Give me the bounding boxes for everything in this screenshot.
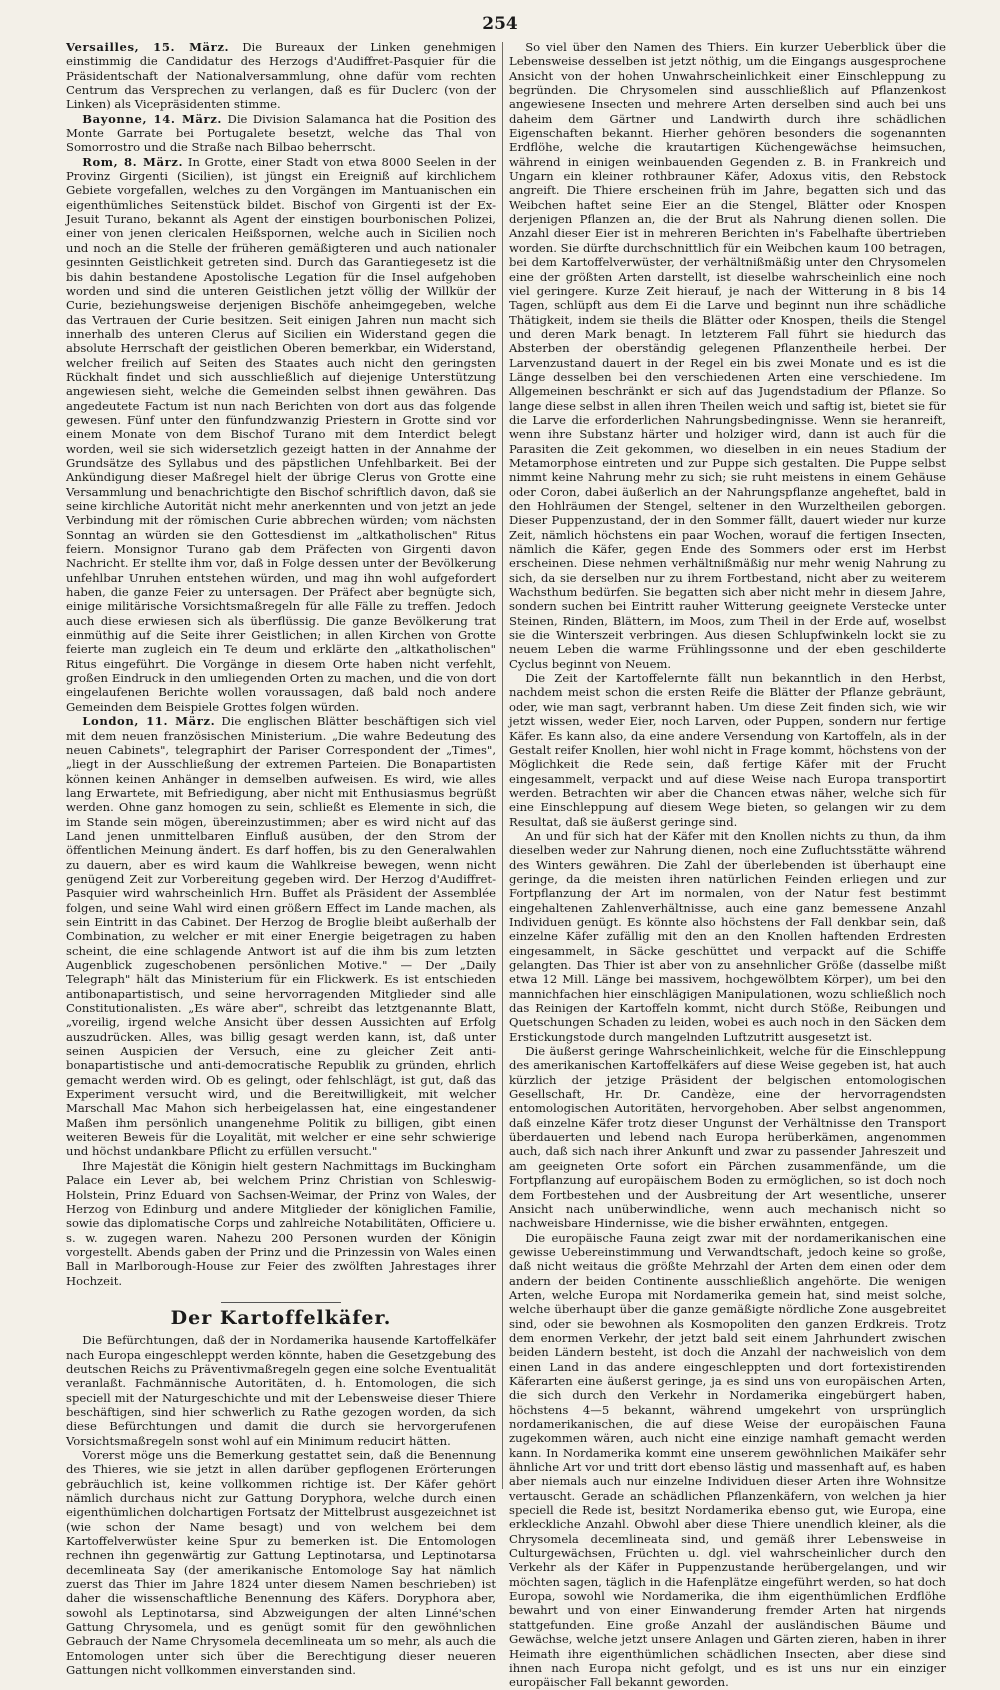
feature-paragraph: Die Befürchtungen, daß der in Nordamerika hausende Kartoffelkäfer nach Europa eingeschleppt werden könnte, haben die Gesetzgebung des deutschen Reichs zu Präventivmaßregeln gegen eine solche Eventualität veranlaßt. Fachmännische Autoritäten, d. h. Entomologen, die sich speciell mit der Naturgeschichte und mit der Lebensweise dieser Thiere beschäftigen, sind hier schwerlich zu Rathe gezogen worden, da sich diese Befürchtungen und damit die durch sie hervorgerufenen Vorsichtsmaßregeln sonst wohl auf ein Minimum reducirt hätten. xyxy=(66,1333,496,1448)
column-divider xyxy=(502,42,503,1489)
dateline-rom: Rom, 8. März. xyxy=(82,154,184,169)
feature-paragraph: Die äußerst geringe Wahrscheinlichkeit, welche für die Einschleppung des amerikanischen Kartoffelkäfers auf diese Weise gegeben ist, hat auch kürzlich der jetzige Präsident der belgischen entomologischen Gesellschaft, Hr. Dr. Candèze, eine der hervorragendsten entomologischen Autoritäten, hervorgehoben. Aber selbst angenommen, daß einzelne Käfer trotz dieser Ungunst der Verhältnisse den Transport überdauerten und lebend nach Europa herüberkämen, angenommen auch, daß sich nach ihrer Ankunft und zwar zu passender Jahreszeit und am geeigneten Orte sofort ein Pärchen zusammenfände, um die Fortpflanzung auf europäischem Boden zu ermöglichen, so ist doch noch dem Fortbestehen und der Ausbreitung der Art wesentliche, unserer Ansicht nach unüberwindliche, wenn auch mechanisch nicht so nachweisbare Hindernisse, wie die bisher erwähnten, entgegen. xyxy=(509,1044,946,1231)
article-versailles xyxy=(66,40,496,112)
feature-paragraph: So viel über den Namen des Thiers. Ein kurzer Ueberblick über die Lebensweise desselben ist jetzt nöthig, um die Eingangs ausgesprochene Ansicht von der hohen Unwahrscheinlichkeit einer Einschleppung zu begründen. Die Chrysomelen sind ausschließlich auf Pflanzenkost angewiesene Insecten und mehrere Arten derselben sind auch bei uns daheim dem Gärtner und Landwirth durch ihre schädlichen Eigenschaften bekannt. Hierher gehören besonders die sogenannten Erdflöhe, welche die krautartigen Küchengewächse heimsuchen, während in einigen weinbauenden Gegenden z. B. in Frankreich und Ungarn ein kleiner rothbrauner Käfer, Adoxus vitis, den Rebstock angreift. Die Thiere erscheinen früh im Jahre, begatten sich und das Weibchen haftet seine Eier an die Stengel, Blätter oder Knospen derjenigen Pflanzen an, die der Brut als Nahrung dienen sollen. Die Anzahl dieser Eier ist in mehreren Berichten in's Fabelhafte übertrieben worden. Sie dürfte durchschnittlich für ein Weibchen kaum 100 betragen, bei dem Kartoffelverwüster, der verhältnißmäßig unter den Chrysomelen eine der größten Arten darstellt, ist dieselbe wahrscheinlich eine noch viel geringere. Kurze Zeit hierauf, je nach der Witterung in 8 bis 14 Tagen, schlüpft aus dem Ei die Larve und beginnt nun ihre schädliche Thätigkeit, indem sie theils die Blätter oder Knospen, theils die Stengel und deren Mark benagt. In letzterem Fall führt sie hiedurch das Absterben der oberständig gelegenen Pflanzentheile herbei. Der Larvenzustand dauert in der Regel ein bis zwei Monate und es ist die Länge desselben bei den verschiedenen Arten eine verschiedene. Im Allgemeinen beschränkt er sich auf das Jugendstadium der Pflanze. So lange diese selbst in allen ihren Theilen weich und saftig ist, bietet sie für die Larve die erforderlichen Nahrungsbedingnisse. Wenn sie heranreift, wenn ihre Substanz härter und holziger wird, dann ist auch für die Parasiten die Zeit gekommen, wo dieselben in ein neues Stadium der Metamorphose eintreten und zur Puppe sich gestalten. Die Puppe selbst nimmt keine Nahrung mehr zu sich; sie ruht meistens in einem Gehäuse oder Coron, dabei äußerlich an der Nahrungspflanze angeheftet, bald in den Hohlräumen der Stengel, seltener in den Wurzeltheilen geborgen. Dieser Puppenzustand, der in den Sommer fällt, dauert wieder nur kurze Zeit, nämlich höchstens ein paar Wochen, worauf die fertigen Insecten, nämlich die Käfer, gegen Ende des Sommers oder erst im Herbst erscheinen. Diese nehmen verhältnißmäßig nur mehr wenig Nahrung zu sich, da sie derselben nur zu ihrem Fortbestand, nicht aber zu weiterem Wachsthum bedürfen. Sie begatten sich aber nicht mehr in diesem Jahre, sondern suchen bei Eintritt rauher Witterung geeignete Verstecke unter Steinen, Rinden, Blättern, im Moos, zum Theil in der Erde auf, woselbst sie die Winterszeit verbringen. Aus diesen Schlupfwinkeln lockt sie zu neuem Leben die warme Frühlingssonne und der eben geschilderte Cyclus beginnt von Neuem. xyxy=(509,40,946,671)
feature-paragraph: Die europäische Fauna zeigt zwar mit der nordamerikanischen eine gewisse Uebereinstimmung und Verwandtschaft, jedoch keine so große, daß nicht weitaus die größte Mehrzahl der Arten dem einen oder dem andern der beiden Continente ausschließlich angehörte. Die wenigen Arten, welche Europa mit Nordamerika gemein hat, sind meist solche, welche überhaupt über die ganze gemäßigte nördliche Zone ausgebreitet sind, oder sie bewohnen als Kosmopoliten den ganzen Erdkreis. Trotz dem enormen Verkehr, der jetzt bald seit einem Jahrhundert zwischen beiden Ländern besteht, ist doch die Anzahl der nachweislich von dem einen Land in das andere eingeschleppten und dort fortexistirenden Käferarten eine äußerst geringe, ja es sind uns von europäischen Arten, die sich durch den Verkehr in Nordamerika eingebürgert haben, höchstens 4—5 bekannt, während umgekehrt von ursprünglich nordamerikanischen, die auf diese Weise der europäischen Fauna zugekommen wären, auch nicht eine einzige namhaft gemacht werden kann. In Nordamerika kommt eine unserem gewöhnlichen Maikäfer sehr ähnliche Art vor und tritt dort ebenso lästig und massenhaft auf, es haben aber niemals auch nur einzelne Individuen dieser Arten ihre Wohnsitze vertauscht. Gerade an schädlichen Pflanzenkäfern, von welchen ja hier speciell die Rede ist, besitzt Nordamerika ebenso gut, wie Europa, eine erkleckliche Anzahl. Obwohl aber diese Thiere unendlich kleiner, als die Chrysomela decemlineata sind, und gemäß ihrer Lebensweise in Culturgewächsen, Früchten u. dgl. viel wahrscheinlicher durch den Verkehr als der Käfer in Puppenzustande herübergelangen, und wir möchten sagen, täglich in die Hafenplätze eingeführt werden, so hat doch Europa, sowohl wie Nordamerika, die ihm eigenthümlichen Erdflöhe bewahrt und von einer Einwanderung fremder Arten hat nirgends stattgefunden. Eine große Anzahl der ausländischen Bäume und Gewächse, welche jetzt unsere Anlagen und Gärten zieren, haben in ihrer Heimath ihre eigenthümlichen schädlichen Insecten, aber diese sind ihnen nach Europa nicht gefolgt, und es ist uns nur ein einziger europäischer Fall bekannt geworden. xyxy=(509,1230,946,1690)
article-text: Die englischen Blätter beschäftigen sich viel mit dem neuen französischen Ministerium. „Die wahre Bedeutung des neuen Cabinets", telegraphirt der Pariser Correspondent der „Times", „liegt in der Ausschließung der extremen Parteien. Die Bonapartisten können keinen Anhänger in demselben aufweisen. Es wird, wie alles lang Erwartete, mit Befriedigung, aber nicht mit Enthusiasmus begrüßt werden. Ohne ganz homogen zu sein, schließt es Elemente in sich, die im Stande sein mögen, übereinzustimmen; aber es wird nicht auf das Land jenen unmittelbaren Einfluß ausüben, der den Strom der öffentlichen Meinung ändert. Es darf hoffen, bis zu den Generalwahlen zu dauern, aber es wird kaum die Wahlkreise bewegen, wenn nicht genügend Zeit zur Vorbereitung gegeben wird. Der Herzog d'Audiffret-Pasquier wird wahrscheinlich Hrn. Buffet als Präsident der Assemblée folgen, und seine Wahl wird einen größern Effect im Lande machen, als sein Eintritt in das Cabinet. Der Herzog de Broglie bleibt außerhalb der Combination, zu welcher er mit einer Energie beigetragen zu haben scheint, die eine schlagende Antwort ist auf die ihm bis zum letzten Augenblick zugeschobenen persönlichen Motive." — Der „Daily Telegraph" hält das Ministerium für ein Flickwerk. Es ist entschieden antibonapartistisch, und seine hervorragenden Mitglieder sind alle Constitutionalisten. „Es wäre aber", schreibt das letztgenannte Blatt, „voreilig, irgend welche Ansicht über dessen Aussichten auf Erfolg auszudrücken. Alles, was billig gesagt werden kann, ist, daß unter seinen Auspicien der Versuch, eine zu gleicher Zeit anti-bonapartistische und anti-democratische Republik zu gründen, ehrlich gemacht werden wird. Ob es gelingt, oder fehlschlägt, ist gut, daß das Experiment versucht wird, und die Bereitwilligkeit, mit welcher Marschall Mac Mahon sich herbeigelassen hat, eine eingestandener Maßen ihm persönlich unangenehme Politik zu billigen, gibt einen weiteren Beweis für die Loyalität, mit welcher er eine sehr schwierige und höchst undankbare Pflicht zu erfüllen versucht." xyxy=(66,714,497,1159)
right-column xyxy=(509,40,946,1690)
article-bayonne xyxy=(66,112,496,155)
article-london-court: Ihre Majestät die Königin hielt gestern Nachmittags im Buckingham Palace ein Lever ab, bei welchem Prinz Christian von Schleswig-Holstein, Prinz Eduard von Sachsen-Weimar, der Prinz von Wales, der Herzog von Edinburg und andere Mitglieder der königlichen Familie, sowie das diplomatische Corps und zahlreiche Notabilitäten, Officiere u. s. w. zugegen waren. Nahezu 200 Personen wurden der Königin vorgestellt. Abends gaben der Prinz und die Prinzessin von Wales einen Ball in Marlborough-House zur Feier des zwölften Jahrestages ihrer Hochzeit. xyxy=(66,1158,496,1288)
article-rom xyxy=(66,155,496,714)
left-column xyxy=(66,40,497,1678)
feature-paragraph: Vorerst möge uns die Bemerkung gestattet sein, daß die Benennung des Thieres, wie sie jetzt in allen darüber gepflogenen Erörterungen gebräuchlich ist, keine vollkommen richtige ist. Der Käfer gehört nämlich durchaus nicht zur Gattung Doryphora, welche durch einen eigenthümlichen dolchartigen Fortsatz der Mittelbrust ausgezeichnet ist (wie schon der Name besagt) und von welchem bei dem Kartoffelverwüster keine Spur zu bemerken ist. Die Entomologen rechnen ihn gegenwärtig zur Gattung Leptinotarsa, und Leptinotarsa decemlineata Say (der amerikanische Entomologe Say hat nämlich zuerst das Thier im Jahre 1824 unter diesem Namen beschrieben) ist daher die wissenschaftliche Benennung des Käfers. Doryphora aber, sowohl als Leptinotarsa, sind Abzweigungen der alten Linné'schen Gattung Chrysomela, und es genügt somit für den gewöhnlichen Gebrauch der Name Chrysomela decemlineata um so mehr, als auch die Entomologen unter sich über die Berechtigung dieser neueren Gattungen nicht vollkommen einverstanden sind. xyxy=(66,1448,496,1678)
article-london xyxy=(66,714,496,1159)
page-number: 254 xyxy=(482,14,518,34)
article-text: Die Bureaux der Linken genehmigen einstimmig die Candidatur des Herzogs d'Audiffret-Pasquier für die Präsidentschaft der Nationalversammlung, ohne dafür vom rechten Centrum das Versprechen zu verlangen, daß es für Duclerc (von der Linken) als Vicepräsidenten stimme. xyxy=(66,40,497,112)
dateline-bayonne: Bayonne, 14. März. xyxy=(82,111,223,126)
feature-heading xyxy=(66,1302,496,1329)
divider xyxy=(221,1302,341,1303)
article-text: In Grotte, einer Stadt von etwa 8000 Seelen in der Provinz Girgenti (Sicilien), ist jüngst ein Ereigniß auf kirchlichem Gebiete vorgefallen, welches zu den Vorgängen im Mantuanischen ein eigenthümliches Seitenstück bildet. Bischof von Girgenti ist der Ex-Jesuit Turano, bekannt als Agent der einstigen bourbonischen Polizei, einer von jenen clericalen Heißspornen, welche auch in Sicilien noch und noch an die Stelle der früheren gemäßigteren und auch nationaler gesinnten Geistlichkeit getreten sind. Durch das Garantiegesetz ist die bis dahin bestandene Apostolische Legation für die Insel aufgehoben worden und sind die unteren Geistlichen jetzt völlig der Willkür der Curie, beziehungsweise derjenigen Bischöfe anheimgegeben, welche das Vertrauen der Curie besitzen. Seit einigen Jahren nun macht sich innerhalb des unteren Clerus auf Sicilien ein Widerstand gegen die absolute Herrschaft der geistlichen Oberen bemerkbar, ein Widerstand, welcher freilich auf Seiten des Staates auch nicht den geringsten Rückhalt findet und sich ausschließlich auf diejenige Unterstützung angewiesen sieht, welche die Gemeinden selbst ihnen gewähren. Das angedeutete Factum ist nun nach Berichten von dort aus das folgende gewesen. Fünf unter den fünfundzwanzig Priestern in Grotte sind vor einem Monate von dem Bischof Turano mit dem Interdict belegt worden, weil sie sich widersetzlich gezeigt hatten in der Annahme der Grundsätze des Syllabus und des päpstlichen Unfehlbarkeit. Bei der Ankündigung dieser Maßregel hielt der übrige Clerus von Grotte eine Versammlung und benachrichtigte den Bischof schriftlich davon, daß sie seine kirchliche Autorität nicht mehr anerkennten und von jetzt an jede Verbindung mit der römischen Curie abbrechen würden; vom nächsten Sonntag an würden sie den Gottesdienst im „altkatholischen" Ritus feiern. Monsignor Turano gab dem Präfecten von Girgenti davon Nachricht. Er stellte ihm vor, daß in Folge dessen unter der Bevölkerung unfehlbar Unruhen entstehen würden, und mag ihn wohl aufgefordert haben, die ganze Feier zu untersagen. Der Präfect aber begnügte sich, einige militärische Vorsichtsmaßregeln für alle Fälle zu treffen. Jedoch auch diese erwiesen sich als überflüssig. Die ganze Bevölkerung trat einmüthig auf die Seite ihrer Geistlichen; in allen Kirchen von Grotte feierte man zugleich ein Te deum und erklärte den „altkatholischen" Ritus eingeführt. Die Vorgänge in diesem Orte haben nicht verfehlt, großen Eindruck in den umliegenden Orten zu machen, und die von dort eingelaufenen Berichte wollen voraussagen, daß bald noch andere Gemeinden dem Beispiele Grottes folgen würden. xyxy=(66,154,496,714)
feature-paragraph: Die Zeit der Kartoffelernte fällt nun bekanntlich in den Herbst, nachdem meist schon die ersten Reife die Blätter der Pflanze gebräunt, oder, wie man sagt, verbrannt haben. Um diese Zeit finden sich, wie wir jetzt wissen, weder Eier, noch Larven, oder Puppen, sondern nur fertige Käfer. Es kann also, da eine andere Versendung von Kartoffeln, als in der Gestalt reifer Knollen, hier wohl nicht in Frage kommt, höchstens von der Möglichkeit die Rede sein, daß fertige Käfer mit der Frucht eingesammelt, verpackt und auf diese Weise nach Europa transportirt werden. Betrachten wir aber die Chancen etwas näher, welche sich für eine Einschleppung auf diesem Wege bieten, so gelangen wir zu dem Resultat, daß sie äußerst geringe sind. xyxy=(509,671,946,829)
dateline-london: London, 11. März. xyxy=(82,714,216,729)
dateline-versailles: Versailles, 15. März. xyxy=(66,40,230,54)
feature-paragraph: An und für sich hat der Käfer mit den Knollen nichts zu thun, da ihm dieselben weder zur Nahrung dienen, noch eine Zufluchtsstätte während des Winters gewähren. Die Zahl der überlebenden ist überhaupt eine geringe, da die meisten ihren natürlichen Feinden erliegen und zur Fortpflanzung der Art im normalen, von der Natur fest bestimmt eingehaltenen Zahlenverhältnisse, auch eine ganz bemessene Anzahl Individuen genügt. Es könnte also höchstens der Fall denkbar sein, daß einzelne Käfer zufällig mit den an den Knollen haftenden Erdresten eingesammelt, in Säcke geschüttet und verpackt auf die Schiffe gelangten. Das Thier ist aber von zu ansehnlicher Größe (dasselbe mißt etwa 12 Mill. Länge bei massivem, hochgewölbtem Körper), um bei den mannichfachen hier einschlägigen Manipulationen, wozu schließlich noch das Reinigen der Kartoffeln kommt, nicht durch Stöße, Reibungen und Quetschungen Schaden zu leiden, wobei es auch noch in den Säcken dem Erstickungstode durch mangelnden Luftzutritt ausgesetzt ist. xyxy=(509,828,946,1044)
feature-headline: Der Kartoffelkäfer. xyxy=(170,1306,392,1329)
article-text: Die Division Salamanca hat die Position des Monte Garrate bei Portugalete besetzt, welche das Thal von Somorrostro und die Straße nach Bilbao beherrscht. xyxy=(66,111,497,155)
